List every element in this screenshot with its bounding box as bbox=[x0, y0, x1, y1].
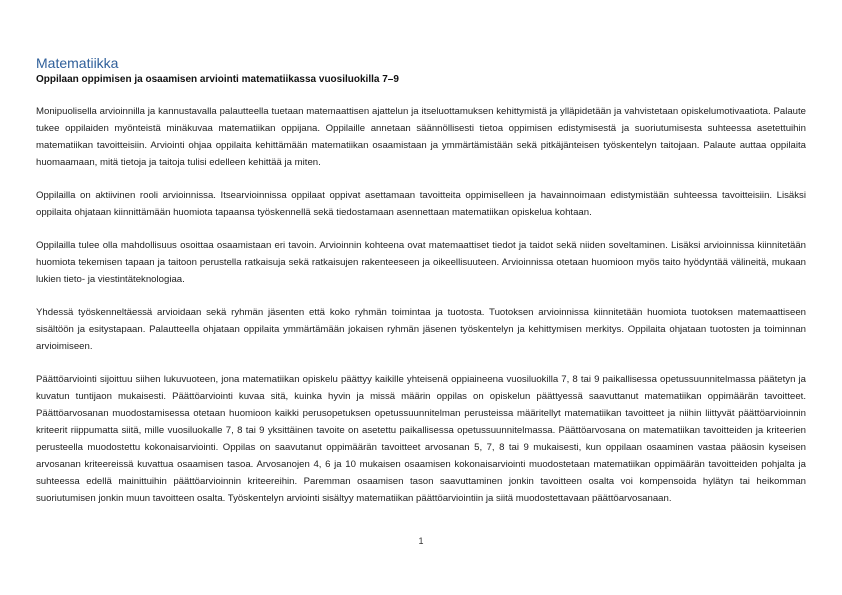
page-number: 1 bbox=[418, 536, 424, 546]
paragraph-group-work: Yhdessä työskenneltäessä arvioidaan sekä ryhmän jäsenten että koko ryhmän toimintaa ja tuotosta. Tuotoksen arvioinnissa kiinnitetään huomiota tuotoksen matemaattiseen sisältöön ja esitystapaan. Palautteella ohjataan oppilaita ymmärtämään jokaisen ryhmän jäsenen työskentelyn ja kehittymisen merkitys. Oppilaita ohjataan tuotosten ja toiminnan arvioimiseen. bbox=[36, 307, 806, 352]
document-title: Matematiikka bbox=[36, 55, 119, 71]
paragraph-self-assessment: Oppilailla on aktiivinen rooli arvioinnissa. Itsearvioinnissa oppilaat oppivat asettamaan tavoitteita oppimiselleen ja havainnoimaan edistymistään suhteessa tavoitteisiin. Lisäksi oppilaita ohjataan kiinnittämään huomiota tapaansa työskennellä sekä tiedostamaan asennettaan matematiikan opiskelua kohtaan. bbox=[36, 190, 806, 218]
body-text bbox=[36, 103, 806, 507]
paragraph-feedback: Monipuolisella arvioinnilla ja kannustavalla palautteella tuetaan matemaattisen ajattelun ja itseluottamuksen kehittymistä ja ylläpidetään ja vahvistetaan opiskelumotivaatiota. Palaute tukee oppilaiden myönteistä minäkuvaa matematiikan oppijana. Oppilaille annetaan säännöllisesti tietoa oppimisen edistymisestä ja suoriutumisesta suhteessa asetettuihin matematiikan tavoitteisiin. Arviointi ohjaa oppilaita kehittämään matematiikan osaamistaan ja ymmärtämistään sekä pitkäjänteisen työskentelyn taitojaan. Palaute auttaa oppilaita huomaamaan, mitä tietoja ja taitoja tulisi edelleen kehittää ja miten. bbox=[36, 106, 806, 168]
document-subtitle: Oppilaan oppimisen ja osaamisen arviointi matematiikassa vuosiluokilla 7–9 bbox=[36, 74, 399, 85]
paragraph-final-assessment: Päättöarviointi sijoittuu siihen lukuvuoteen, jona matematiikan opiskelu päättyy kaikille yhteisenä oppiaineena vuosiluokilla 7, 8 tai 9 paikallisessa opetussuunnitelmassa päätetyn ja kuvatun tuntijaon mukaisesti. Päättöarviointi kuvaa sitä, kuinka hyvin ja missä määrin oppilas on opiskelun päättyessä saavuttanut matematiikan oppimäärän tavoitteet. Päättöarvosanan muodostamisessa otetaan huomioon kaikki perusopetuksen opetussuunnitelman perusteissa määritellyt matematiikan tavoitteet ja niihin liittyvät päättöarvioinnin kriteerit riippumatta siitä, mille vuosiluokalle 7, 8 tai 9 yksittäinen tavoite on asetettu paikallisessa opetussuunnitelmassa. Päättöarvosana on matematiikan tavoitteiden ja kriteerien perusteella muodostettu kokonaisarviointi. Oppilas on saavutanut oppimäärän tavoitteet arvosanan 5, 7, 8 tai 9 mukaisesti, kun oppilaan osaaminen vastaa pääosin kyseisen arvosanan kriteereissä kuvattua osaamisen tasoa. Arvosanojen 4, 6 ja 10 mukaisen osaamisen kokonaisarviointi muodostetaan matematiikan oppimäärän tavoitteiden pohjalta ja suhteessa edellä mainittuihin päättöarvioinnin kriteereihin. Paremman osaamisen tason saavuttaminen jonkin tavoitteen osalta voi kompensoida hylätyn tai heikomman suoriutumisen jonkin muun tavoitteen osalta. Työskentelyn arviointi sisältyy matematiikan päättöarviointiin ja siitä muodostettavaan päättöarvosanaan. bbox=[36, 374, 806, 504]
page-content bbox=[36, 55, 806, 507]
paragraph-assessment-targets: Oppilailla tulee olla mahdollisuus osoittaa osaamistaan eri tavoin. Arvioinnin kohteena ovat matemaattiset tiedot ja taidot sekä niiden soveltaminen. Lisäksi arvioinnissa kiinnitetään huomiota tekemisen tapaan ja taitoon perustella ratkaisuja sekä ratkaisujen rakenteeseen ja oikeellisuuteen. Arvioinnissa otetaan huomioon myös taito hyödyntää välineitä, mukaan lukien tieto- ja viestintäteknologiaa. bbox=[36, 240, 806, 285]
